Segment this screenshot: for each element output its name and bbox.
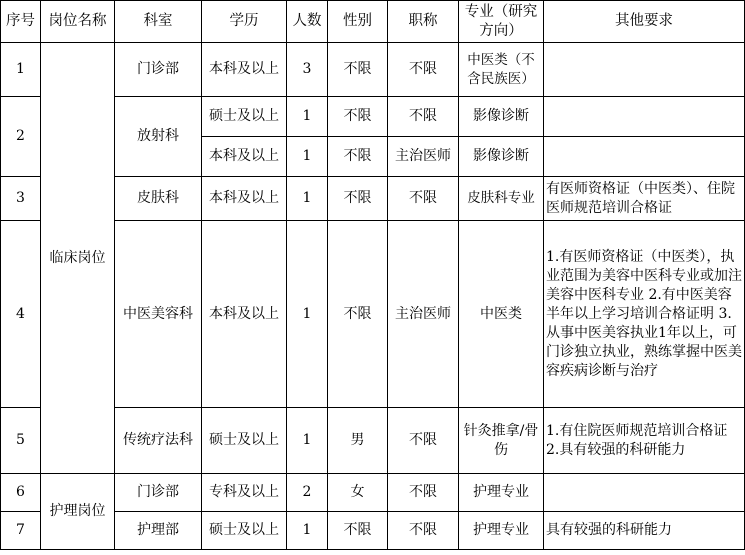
- cell-count: 1: [287, 177, 328, 221]
- cell-dept: 中医美容科: [115, 221, 202, 408]
- cell-dept: 门诊部: [115, 474, 202, 512]
- cell-gender: 不限: [328, 221, 388, 408]
- cell-dept: 门诊部: [115, 43, 202, 97]
- cell-major: 针灸推拿/骨伤: [459, 408, 544, 474]
- cell-education: 本科及以上: [202, 177, 287, 221]
- cell-title: 主治医师: [388, 137, 459, 177]
- cell-other: 1.有医师资格证（中医类），执业范围为美容中医科专业或加注美容中医科专业 2.有中医美容半年以上学习培训合格证明 3.从事中医美容执业1年以上，可门诊独立执业，熟练掌握中医美容疾病诊断与治疗: [544, 221, 745, 408]
- header-row: [1, 1, 745, 43]
- cell-title: 不限: [388, 177, 459, 221]
- cell-count: 1: [287, 221, 328, 408]
- cell-count: 3: [287, 43, 328, 97]
- cell-gender: 不限: [328, 137, 388, 177]
- cell-gender: 不限: [328, 43, 388, 97]
- header-seq: 序号: [1, 1, 41, 43]
- cell-other: [544, 137, 745, 177]
- cell-count: 2: [287, 474, 328, 512]
- cell-title: 不限: [388, 97, 459, 137]
- cell-gender: 女: [328, 474, 388, 512]
- table-row: [1, 43, 745, 97]
- cell-seq: 3: [1, 177, 41, 221]
- header-count: 人数: [287, 1, 328, 43]
- cell-education: 硕士及以上: [202, 408, 287, 474]
- cell-seq: 2: [1, 97, 41, 177]
- cell-education: 本科及以上: [202, 43, 287, 97]
- cell-dept: 放射科: [115, 97, 202, 177]
- header-dept: 科室: [115, 1, 202, 43]
- header-other: 其他要求: [544, 1, 745, 43]
- cell-major: 影像诊断: [459, 97, 544, 137]
- cell-title: 不限: [388, 408, 459, 474]
- cell-major: 护理专业: [459, 474, 544, 512]
- cell-seq: 7: [1, 512, 41, 550]
- cell-title: 不限: [388, 512, 459, 550]
- cell-other: [544, 474, 745, 512]
- cell-title: 主治医师: [388, 221, 459, 408]
- table-row: [1, 474, 745, 512]
- cell-seq: 4: [1, 221, 41, 408]
- cell-dept: 护理部: [115, 512, 202, 550]
- cell-position-clinical: 临床岗位: [41, 43, 115, 474]
- cell-position-nursing: 护理岗位: [41, 474, 115, 550]
- cell-dept: 传统疗法科: [115, 408, 202, 474]
- cell-title: 不限: [388, 43, 459, 97]
- cell-count: 1: [287, 137, 328, 177]
- cell-other: 具有较强的科研能力: [544, 512, 745, 550]
- header-major: 专业（研究方向）: [459, 1, 544, 43]
- cell-gender: 不限: [328, 177, 388, 221]
- cell-seq: 6: [1, 474, 41, 512]
- cell-major: 影像诊断: [459, 137, 544, 177]
- header-education: 学历: [202, 1, 287, 43]
- cell-major: 护理专业: [459, 512, 544, 550]
- header-title: 职称: [388, 1, 459, 43]
- cell-education: 硕士及以上: [202, 512, 287, 550]
- header-position: 岗位名称: [41, 1, 115, 43]
- cell-seq: 1: [1, 43, 41, 97]
- cell-count: 1: [287, 97, 328, 137]
- cell-gender: 不限: [328, 512, 388, 550]
- header-gender: 性别: [328, 1, 388, 43]
- cell-education: 本科及以上: [202, 137, 287, 177]
- cell-other: 有医师资格证（中医类）、住院医师规范培训合格证: [544, 177, 745, 221]
- cell-major: 皮肤科专业: [459, 177, 544, 221]
- cell-seq: 5: [1, 408, 41, 474]
- cell-other: 1.有住院医师规范培训合格证 2.具有较强的科研能力: [544, 408, 745, 474]
- cell-dept: 皮肤科: [115, 177, 202, 221]
- cell-major: 中医类（不含民族医）: [459, 43, 544, 97]
- cell-education: 硕士及以上: [202, 97, 287, 137]
- cell-other: [544, 43, 745, 97]
- cell-gender: 不限: [328, 97, 388, 137]
- cell-major: 中医类: [459, 221, 544, 408]
- cell-education: 本科及以上: [202, 221, 287, 408]
- cell-count: 1: [287, 408, 328, 474]
- cell-count: 1: [287, 512, 328, 550]
- cell-education: 专科及以上: [202, 474, 287, 512]
- cell-gender: 男: [328, 408, 388, 474]
- cell-other: [544, 97, 745, 137]
- cell-title: 不限: [388, 474, 459, 512]
